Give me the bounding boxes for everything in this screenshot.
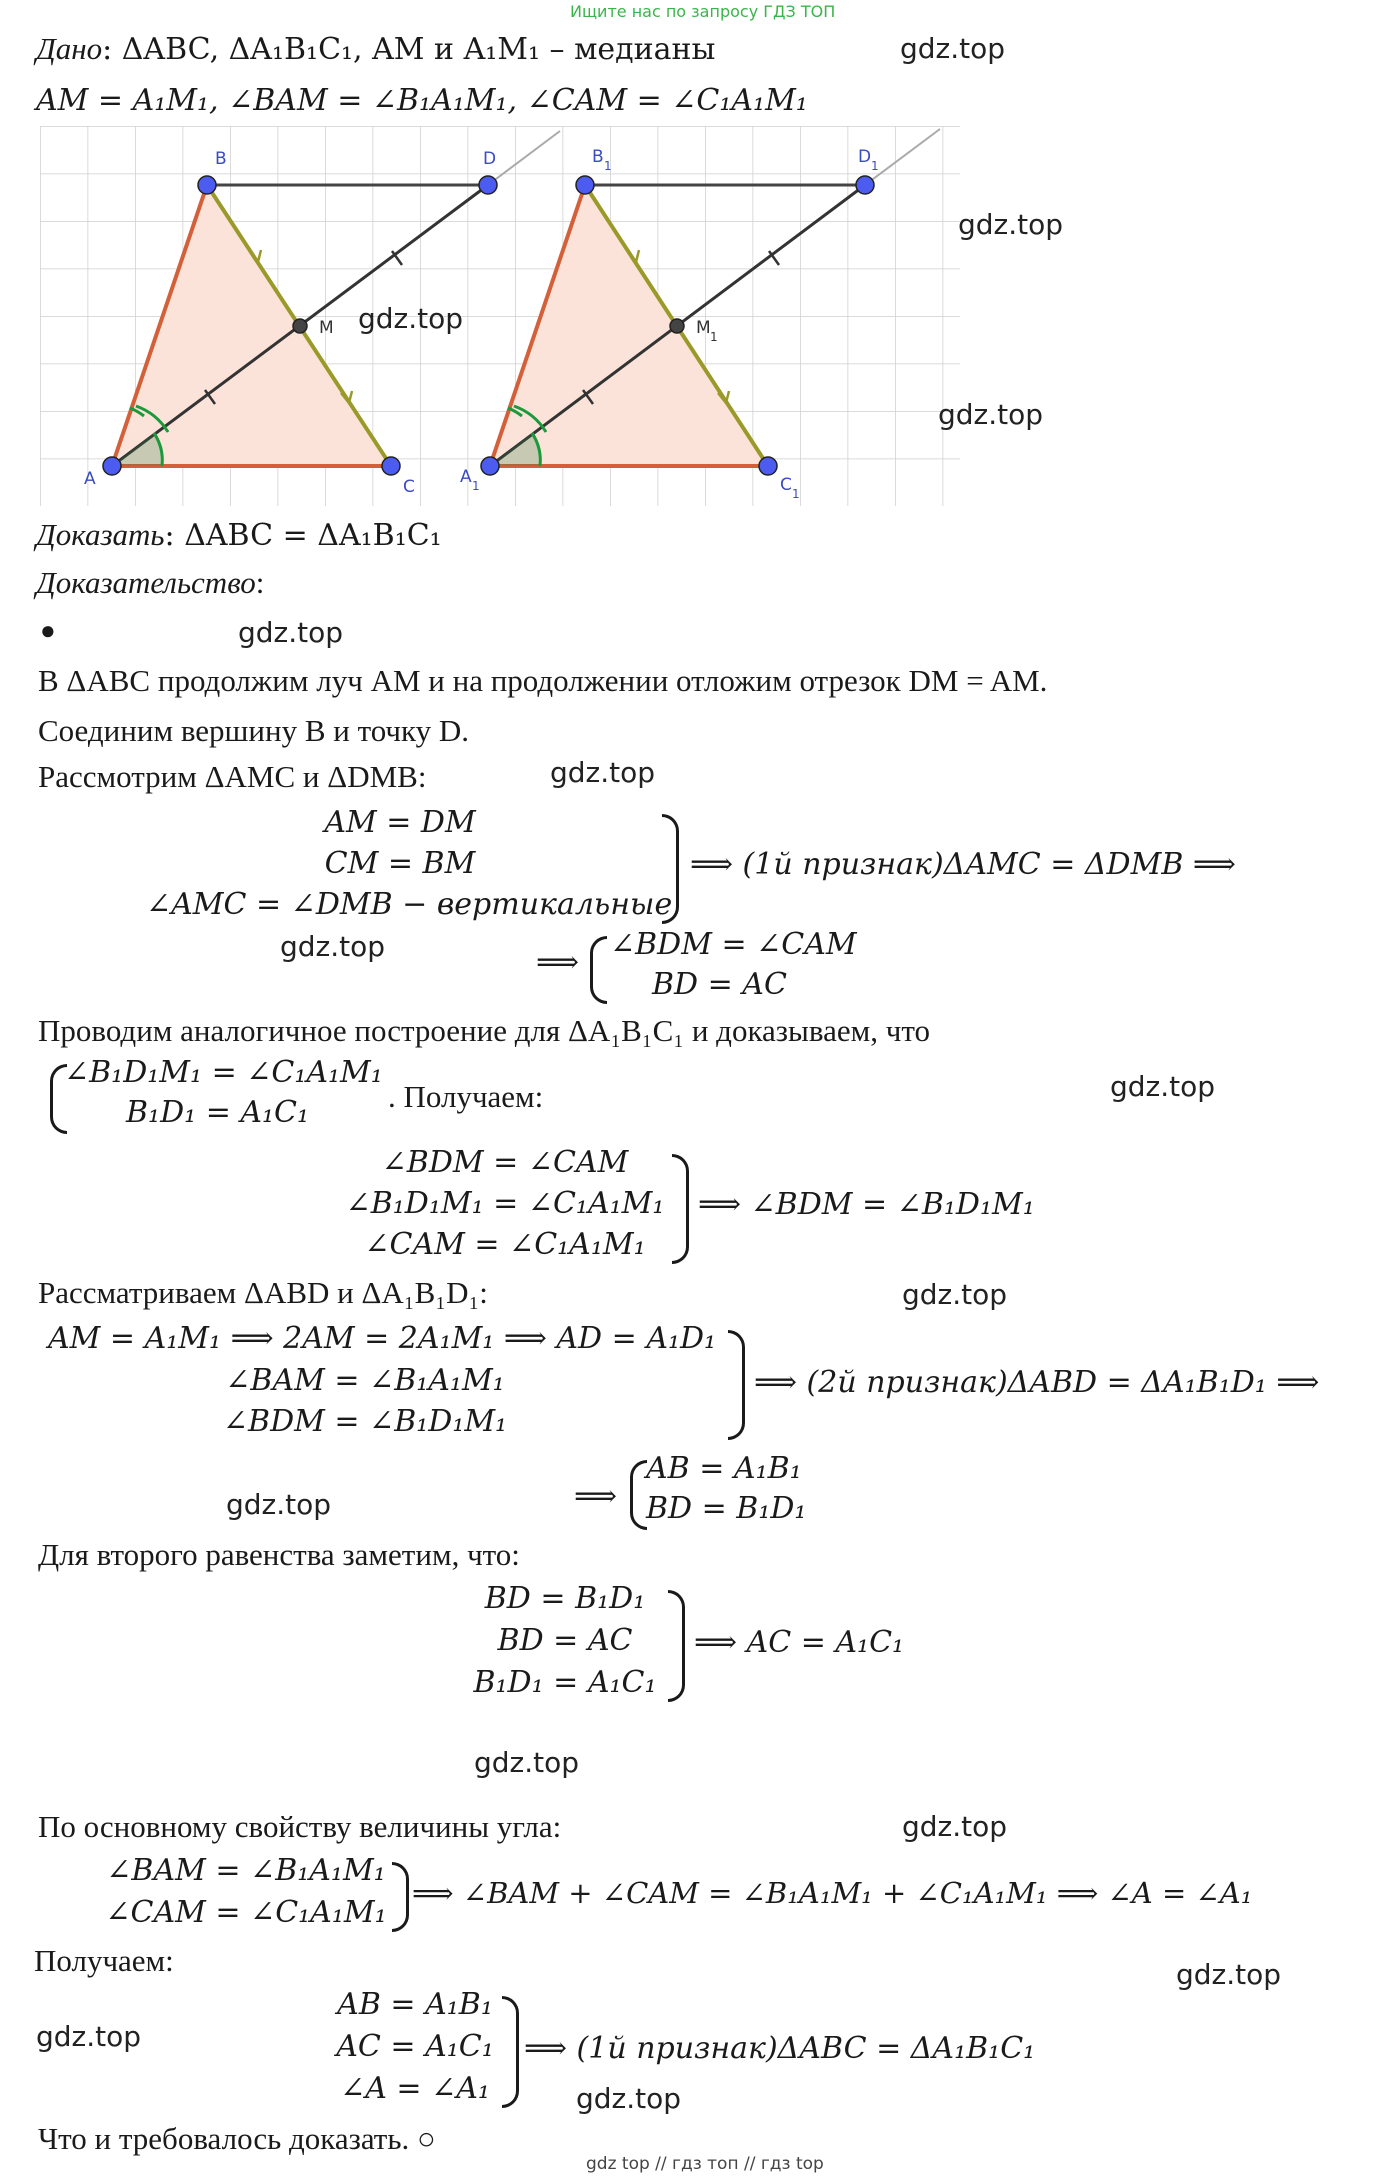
proof-heading: [36, 564, 264, 602]
sys4b-row-1: AB = A₁B₁: [646, 1451, 802, 1486]
sys6-row-2: ∠CAM = ∠C₁A₁M₁: [105, 1895, 387, 1930]
point-m: [293, 319, 307, 333]
proof-p5: Рассматриваем ΔABD и ΔA₁B₁D₁:: [38, 1275, 488, 1310]
point-d: [479, 176, 497, 194]
proof-p2: Соединим вершину B и точку D.: [38, 713, 470, 748]
sys3-row-1: ∠BDM = ∠CAM: [381, 1145, 629, 1180]
sys7-brace: [502, 1996, 519, 2108]
watermark: gdz.top: [36, 2020, 142, 2053]
watermark: gdz.top: [280, 930, 386, 963]
watermark: gdz.top: [1176, 1958, 1282, 1991]
sys2-row-1: ∠B₁D₁M₁ = ∠C₁A₁M₁: [64, 1055, 383, 1090]
watermark: gdz.top: [902, 1810, 1008, 1843]
sys6-result: ⟹ ∠BAM + ∠CAM = ∠B₁A₁M₁ + ∠C₁A₁M₁ ⟹ ∠A = ∠A₁: [412, 1876, 1253, 1910]
given-label: Дано: [36, 31, 103, 66]
sys5-row-3: B₁D₁ = A₁C₁: [473, 1665, 657, 1700]
sys2-tail: . Получаем:: [388, 1079, 544, 1114]
sys4-row-2: ∠BAM = ∠B₁A₁M₁: [225, 1363, 505, 1398]
given-text: : ΔABC, ΔA₁B₁C₁, AM и A₁M₁ – медианы: [102, 32, 716, 67]
sys5-brace: [668, 1590, 685, 1702]
sys7-row-2: AC = A₁C₁: [336, 2029, 494, 2064]
sys5-result: ⟹ AC = A₁C₁: [694, 1625, 905, 1660]
watermark: gdz.top: [902, 1278, 1008, 1311]
label-d: D: [483, 149, 497, 169]
sys6-brace: [392, 1862, 409, 1932]
watermark: gdz.top: [474, 1746, 580, 1779]
sys7-row-3: ∠A = ∠A₁: [340, 2071, 490, 2106]
watermark: gdz.top: [550, 756, 656, 789]
prove-label: Доказать: [36, 517, 165, 552]
svg-text:C: C: [780, 475, 792, 495]
svg-text:1: 1: [710, 330, 718, 344]
point-c: [382, 457, 400, 475]
sys1b-arrow: ⟹: [536, 945, 580, 980]
watermark: gdz.top: [938, 398, 1044, 431]
sys3-result: ⟹ ∠BDM = ∠B₁D₁M₁: [698, 1187, 1035, 1222]
point-c1: [759, 457, 777, 475]
label-c: C: [403, 477, 415, 497]
sys4b-row-2: BD = B₁D₁: [646, 1491, 807, 1526]
watermark: gdz.top: [226, 1488, 332, 1521]
footer-links[interactable]: gdz top // гдз топ // гдз top: [586, 2154, 824, 2174]
point-d1: [856, 176, 874, 194]
prove-statement: : ΔABC = ΔA₁B₁C₁: [164, 518, 442, 553]
sys1b-brace: [590, 936, 607, 1004]
sys5-row-1: BD = B₁D₁: [484, 1581, 646, 1616]
svg-text:1: 1: [604, 159, 612, 173]
proof-p8: Получаем:: [34, 1943, 174, 1978]
point-b1: [576, 176, 594, 194]
sys1-row-1: AM = DM: [324, 805, 476, 840]
sys7-row-1: AB = A₁B₁: [337, 1987, 493, 2022]
svg-text:M: M: [696, 318, 711, 338]
sys1-brace: [662, 814, 679, 924]
watermark: gdz.top: [358, 302, 464, 335]
watermark: gdz.top: [1110, 1070, 1216, 1103]
svg-text:A: A: [460, 467, 472, 487]
bullet: ●: [40, 616, 56, 645]
sys3-row-3: ∠CAM = ∠C₁A₁M₁: [364, 1227, 646, 1262]
geometry-figure: [40, 126, 960, 506]
svg-text:1: 1: [871, 159, 879, 173]
point-m1: [670, 319, 684, 333]
sys5-row-2: BD = AC: [497, 1623, 633, 1658]
given-line-2: AM = A₁M₁, ∠BAM = ∠B₁A₁M₁, ∠CAM = ∠C₁A₁M₁: [36, 83, 808, 118]
svg-text:1: 1: [472, 479, 480, 493]
svg-text:1: 1: [792, 487, 800, 501]
sys4b-brace: [630, 1460, 647, 1530]
prove-line: [36, 516, 442, 555]
watermark: gdz.top: [900, 32, 1006, 65]
point-a1: [481, 457, 499, 475]
sys7-result: ⟹ (1й признак)ΔABC = ΔA₁B₁C₁: [524, 2031, 1036, 2066]
sys4-brace: [728, 1330, 745, 1440]
proof-label: Доказательство: [36, 565, 256, 600]
label-m: M: [319, 318, 334, 338]
proof-end: Что и требовалось доказать. ○: [38, 2121, 436, 2156]
watermark: gdz.top: [576, 2082, 682, 2115]
proof-p7: По основному свойству величины угла:: [38, 1809, 562, 1844]
search-hint-link[interactable]: Ищите нас по запросу ГДЗ ТОП: [570, 2, 836, 21]
proof-p1: В ΔABC продолжим луч AM и на продолжении отложим отрезок DM = AM.: [38, 663, 1048, 698]
watermark: gdz.top: [238, 616, 344, 649]
proof-colon: :: [255, 565, 265, 600]
sys3-brace: [672, 1154, 689, 1264]
svg-text:B: B: [592, 147, 604, 167]
sys1-row-3: ∠AMC = ∠DMB − вертикальные: [146, 887, 673, 922]
svg-text:D: D: [858, 147, 872, 167]
label-b: B: [215, 149, 227, 169]
given-line-1: [36, 30, 715, 69]
sys1b-row-1: ∠BDM = ∠CAM: [610, 927, 857, 962]
point-b: [198, 176, 216, 194]
sys4-row-3: ∠BDM = ∠B₁D₁M₁: [222, 1404, 508, 1439]
sys4-result: ⟹ (2й признак)ΔABD = ΔA₁B₁D₁ ⟹: [754, 1365, 1320, 1400]
sys4-row-1: AM = A₁M₁ ⟹ 2AM = 2A₁M₁ ⟹ AD = A₁D₁: [48, 1321, 717, 1356]
sys2-row-2: B₁D₁ = A₁C₁: [126, 1095, 310, 1130]
watermark: gdz.top: [958, 208, 1064, 241]
sys1-row-2: CM = BM: [324, 846, 476, 881]
sys4b-arrow: ⟹: [574, 1479, 618, 1514]
sys1-result: ⟹ (1й признак)ΔAMC = ΔDMB ⟹: [690, 847, 1236, 882]
sys6-row-1: ∠BAM = ∠B₁A₁M₁: [106, 1853, 386, 1888]
point-a: [103, 457, 121, 475]
label-a: A: [84, 469, 96, 489]
sys3-row-2: ∠B₁D₁M₁ = ∠C₁A₁M₁: [345, 1186, 665, 1221]
sys1b-row-2: BD = AC: [652, 967, 787, 1002]
proof-p4: Проводим аналогичное построение для ΔA₁B₁C₁ и доказываем, что: [38, 1013, 930, 1048]
proof-p3: Рассмотрим ΔAMC и ΔDMB:: [38, 759, 427, 794]
proof-p6: Для второго равенства заметим, что:: [38, 1537, 520, 1572]
